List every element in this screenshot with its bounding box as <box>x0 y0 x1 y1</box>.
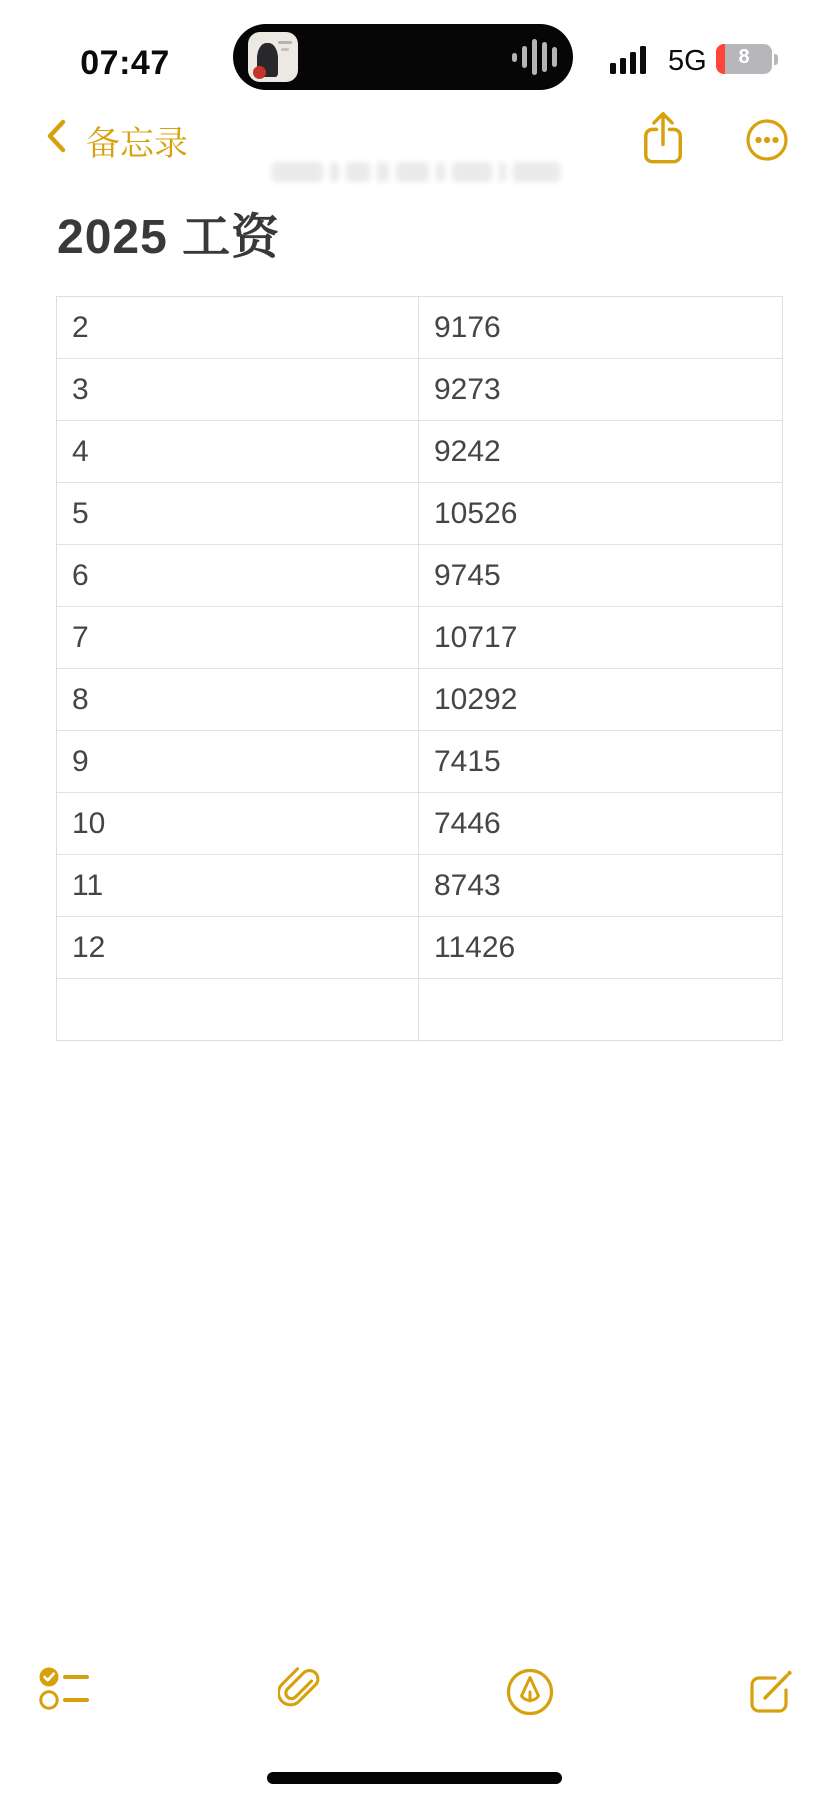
month-cell[interactable] <box>57 979 419 1041</box>
salary-cell[interactable]: 8743 <box>434 869 501 902</box>
battery-percent-label: 8 <box>738 46 750 68</box>
dynamic-island[interactable] <box>233 24 573 90</box>
more-options-button[interactable] <box>745 118 789 162</box>
month-cell[interactable]: 3 <box>57 359 419 420</box>
salary-cell[interactable]: 9242 <box>434 435 501 468</box>
more-ellipsis-icon <box>745 118 789 162</box>
now-playing-thumbnail <box>248 32 298 82</box>
table-row <box>57 359 782 421</box>
back-button[interactable] <box>44 118 68 154</box>
table-row <box>57 297 782 359</box>
paperclip-icon <box>278 1666 324 1716</box>
table-row <box>57 793 782 855</box>
salary-cell[interactable]: 11426 <box>434 931 516 964</box>
salary-cell[interactable]: 10292 <box>434 683 518 716</box>
back-chevron-icon <box>44 118 68 154</box>
back-button-label[interactable]: 备忘录 <box>86 125 188 163</box>
table-row-empty <box>57 979 782 1041</box>
month-cell[interactable]: 2 <box>57 297 419 358</box>
checklist-icon <box>38 1664 90 1712</box>
salary-cell[interactable]: 9176 <box>434 311 501 344</box>
salary-cell[interactable]: 9273 <box>434 373 501 406</box>
table-row <box>57 669 782 731</box>
month-cell[interactable]: 6 <box>57 545 419 606</box>
month-cell[interactable]: 9 <box>57 731 419 792</box>
month-cell[interactable]: 10 <box>57 793 419 854</box>
salary-cell[interactable]: 10717 <box>434 621 518 654</box>
status-time: 07:47 <box>80 44 170 82</box>
battery-icon <box>716 44 772 74</box>
table-row <box>57 731 782 793</box>
month-cell[interactable]: 8 <box>57 669 419 730</box>
compose-icon <box>745 1666 797 1718</box>
table-row <box>57 421 782 483</box>
salary-table[interactable] <box>56 296 783 1041</box>
audio-waveform-icon <box>512 24 557 90</box>
salary-cell[interactable]: 10526 <box>434 497 518 530</box>
salary-cell[interactable]: 9745 <box>434 559 501 592</box>
compose-button[interactable] <box>745 1666 797 1718</box>
markup-button[interactable] <box>506 1668 554 1716</box>
ghost-text-smudge <box>272 159 560 185</box>
cellular-signal-icon <box>610 42 660 74</box>
thumbnail-red-detail <box>253 66 266 79</box>
salary-cell[interactable]: 7415 <box>434 745 501 778</box>
month-cell[interactable]: 4 <box>57 421 419 482</box>
table-row <box>57 607 782 669</box>
month-cell[interactable]: 7 <box>57 607 419 668</box>
salary-cell[interactable]: 7446 <box>434 807 501 840</box>
share-icon <box>639 110 687 166</box>
attachment-button[interactable] <box>278 1666 324 1716</box>
table-row <box>57 483 782 545</box>
salary-cell[interactable] <box>419 979 782 1041</box>
month-cell[interactable]: 12 <box>57 917 419 978</box>
share-button[interactable] <box>639 110 687 166</box>
note-title[interactable]: 2025 工资 <box>57 211 281 264</box>
table-row <box>57 545 782 607</box>
table-row <box>57 917 782 979</box>
markup-pen-icon <box>506 1668 554 1716</box>
month-cell[interactable]: 5 <box>57 483 419 544</box>
month-cell[interactable]: 11 <box>57 855 419 916</box>
table-row <box>57 855 782 917</box>
home-indicator[interactable] <box>267 1772 562 1784</box>
network-type-label: 5G <box>668 45 707 77</box>
checklist-button[interactable] <box>38 1664 90 1712</box>
